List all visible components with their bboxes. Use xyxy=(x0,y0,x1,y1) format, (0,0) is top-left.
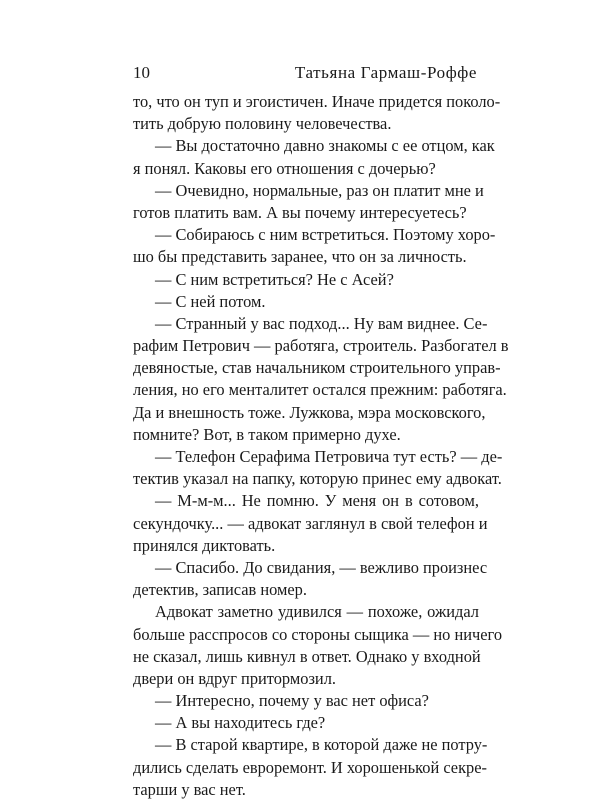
text-line: больше расспросов со стороны сыщика — но ничего xyxy=(133,624,503,644)
text-line: — М-м-м... Не помню. У меня он в сотовом, xyxy=(155,491,479,511)
text-line: — В старой квартире, в которой даже не потру- xyxy=(155,735,488,755)
text-line: ления, но его менталитет остался прежним: работяга. xyxy=(133,380,507,400)
text-line: принялся диктовать. xyxy=(133,535,276,555)
text-line: девяностые, став начальником строительного управ- xyxy=(133,358,501,378)
text-line: детектив, записав номер. xyxy=(133,580,307,600)
text-line: — С ней потом. xyxy=(155,291,266,311)
text-line: тектив указал на папку, которую принес ему адвокат. xyxy=(133,469,502,489)
text-line: — Интересно, почему у вас нет офиса? xyxy=(155,691,429,711)
text-line: — Очевидно, нормальные, раз он платит мне и xyxy=(155,180,484,200)
text-line: двери он вдруг притормозил. xyxy=(133,668,336,688)
text-line: — Собираюсь с ним встретиться. Поэтому хоро- xyxy=(155,225,496,245)
text-line: — Телефон Серафима Петровича тут есть? — де- xyxy=(155,447,503,466)
running-header xyxy=(133,61,477,85)
text-line: шо бы представить заранее, что он за личность. xyxy=(133,247,467,267)
text-line: готов платить вам. А вы почему интересуетесь? xyxy=(133,202,467,222)
text-line: помните? Вот, в таком примерно духе. xyxy=(133,424,401,444)
text-line: то, что он туп и эгоистичен. Иначе придется поколо- xyxy=(133,92,501,111)
body-text xyxy=(133,91,509,801)
author-name: Татьяна Гармаш-Роффе xyxy=(294,63,477,82)
text-line: — Странный у вас подход... Ну вам виднее. Се- xyxy=(155,313,488,333)
text-line: Адвокат заметно удивился — похоже, ожидал xyxy=(155,602,479,622)
text-line: тарши у вас нет. xyxy=(133,779,246,799)
text-line: — А вы находитесь где? xyxy=(155,713,326,733)
text-line: тить добрую половину человечества. xyxy=(133,114,392,134)
page-number: 10 xyxy=(133,63,150,82)
text-line: — Вы достаточно давно знакомы с ее отцом, как xyxy=(155,136,495,156)
text-line: — Спасибо. До свидания, — вежливо произнес xyxy=(155,557,488,577)
text-line: не сказал, лишь кивнул в ответ. Однако у входной xyxy=(133,646,481,666)
text-line: рафим Петрович — работяга, строитель. Разбогател в xyxy=(133,336,509,356)
text-line: Да и внешность тоже. Лужкова, мэра московского, xyxy=(133,402,486,422)
text-line: секундочку... — адвокат заглянул в свой телефон и xyxy=(133,513,488,533)
text-line: я понял. Каковы его отношения с дочерью? xyxy=(133,158,436,178)
text-line: — С ним встретиться? Не с Асей? xyxy=(155,269,394,289)
text-line: дились сделать евроремонт. И хорошенькой секре- xyxy=(133,757,487,777)
